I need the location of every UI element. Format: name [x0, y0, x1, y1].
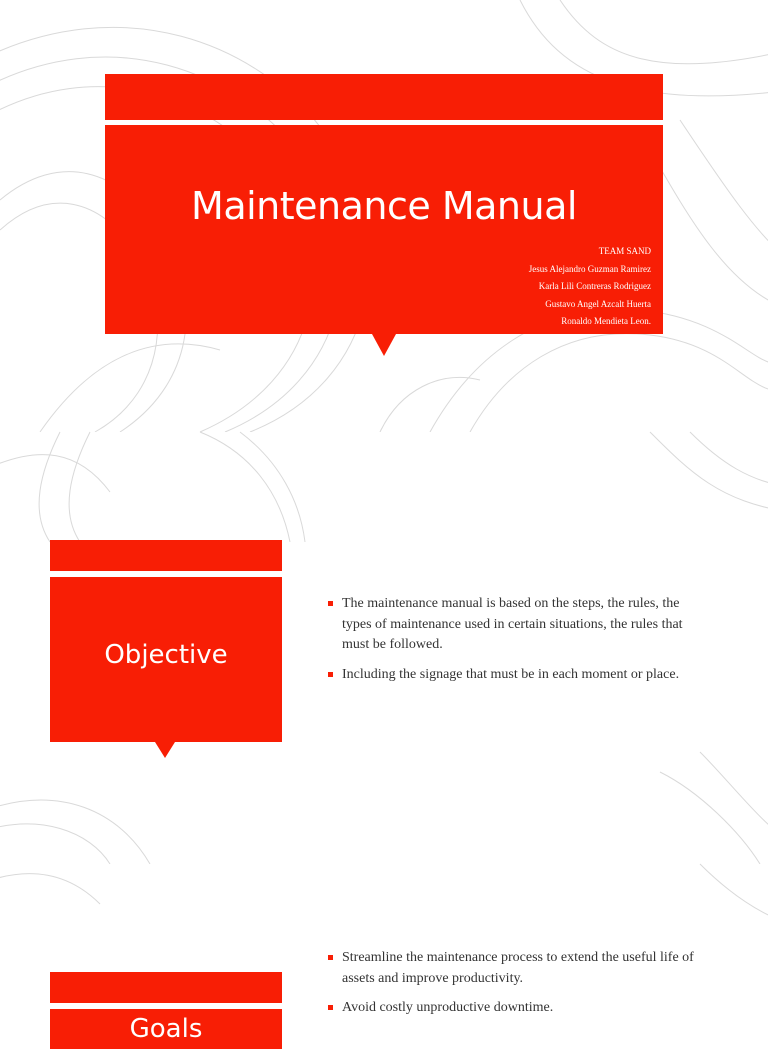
bullet-item: Streamline the maintenance process to extend the useful life of assets and improve productivity. [328, 948, 708, 989]
presentation-title: Maintenance Manual [191, 184, 577, 228]
goals-slide [0, 864, 768, 1044]
title-top-bar [105, 74, 663, 120]
author-name: Gustavo Angel Azcalt Huerta [545, 298, 651, 309]
bullet-item: Avoid costly unproductive downtime. [328, 998, 708, 1019]
title-slide [0, 0, 768, 432]
objective-slide [0, 432, 768, 864]
author-name: Ronaldo Mendieta Leon. [561, 316, 651, 326]
author-list [529, 243, 651, 331]
section-title-objective: Objective [104, 640, 228, 670]
title-panel-pointer [372, 334, 396, 356]
goals-top-bar [50, 972, 282, 1003]
author-name: Karla Lili Contreras Rodriguez [538, 281, 651, 291]
goals-bullet-list [328, 948, 708, 1028]
bullet-item: Including the signage that must be in each moment or place. [328, 665, 708, 686]
section-title-goals: Goals [129, 1014, 203, 1044]
bullet-item: The maintenance manual is based on the steps, the rules, the types of maintenance used in certain situations, the rules that must be followed. [328, 594, 708, 656]
author-name: Jesus Alejandro Guzman Ramirez [528, 263, 651, 274]
objective-panel-pointer [155, 742, 175, 758]
team-name: TEAM SAND [598, 246, 651, 256]
objective-top-bar [50, 540, 282, 571]
objective-bullet-list [328, 594, 708, 694]
